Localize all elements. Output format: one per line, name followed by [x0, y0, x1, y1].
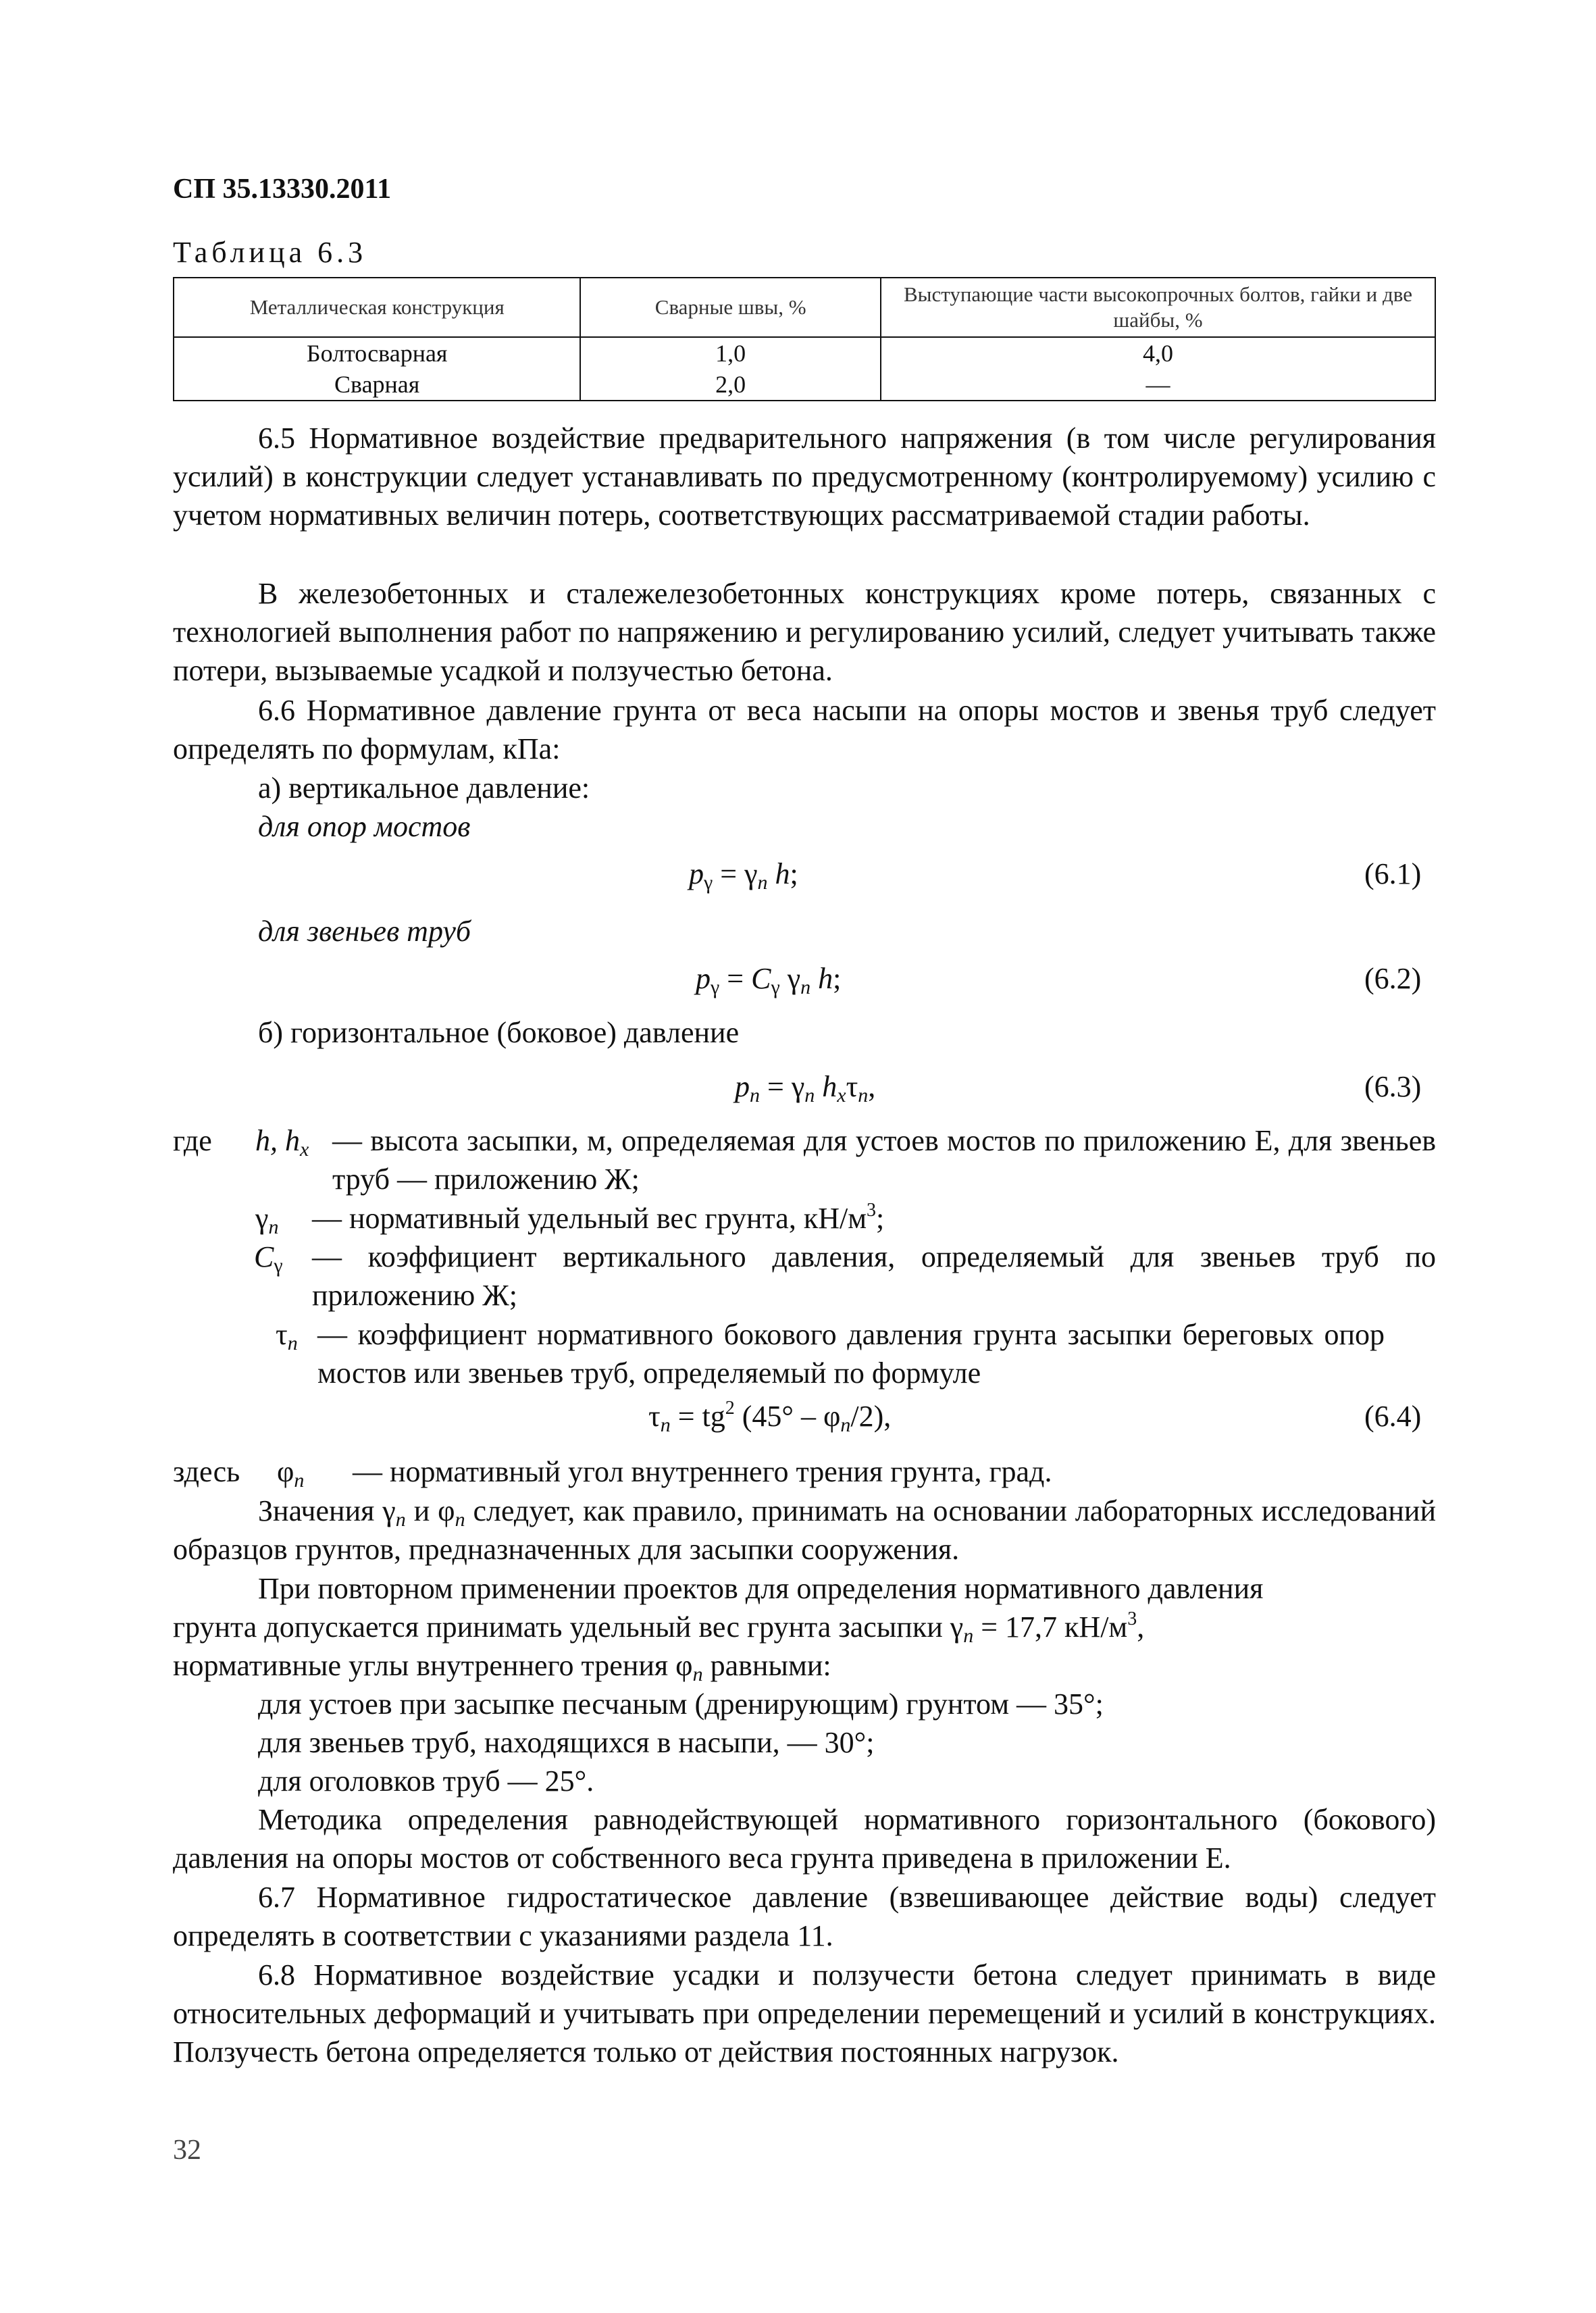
column-header: Выступающие части высокопрочных болтов, гайки и две шайбы, % — [881, 278, 1435, 337]
table-cell: Сварная — [174, 369, 580, 401]
formula-number: (6.1) — [1364, 857, 1422, 890]
page-number: 32 — [173, 2135, 201, 2166]
term-c: $C_\gamma$ — [254, 1240, 283, 1277]
document-code: СП 35.13330.2011 — [173, 174, 392, 205]
table-row — [174, 369, 1435, 401]
def-gamma: — нормативный удельный вес грунта, $кН/м^3$; — [312, 1200, 885, 1235]
term-h: h, $h_x$ — [255, 1124, 309, 1161]
table-header-row — [174, 278, 1435, 337]
formula-6-3: $p_n = \gamma_n$ $h_x\tau_n$, — [735, 1070, 876, 1107]
table-cell: — — [881, 369, 1435, 401]
for-bridges-label: для опор мостов — [258, 810, 471, 843]
table-cell: Болтосварная — [174, 337, 580, 369]
column-header: Сварные швы, % — [580, 278, 881, 337]
term-tau: $\tau_n$ — [276, 1318, 298, 1354]
for-pipes-label: для звеньев труб — [258, 915, 471, 948]
table-cell: 4,0 — [881, 337, 1435, 369]
horizontal-pressure-label: б) горизонтальное (боковое) давление — [258, 1016, 740, 1049]
formula-number: (6.2) — [1364, 962, 1422, 995]
paragraph-6-5: 6.5 Нормативное воздействие предварительного напряжения (в том числе регулирования усилий) в конструкции следует устанавливать по предусмотренному (контролируемому) усилию с учетом нормативных величин потерь, соответствующих рассматриваемой стадии работы. — [173, 422, 1436, 532]
formula-6-4: $\tau_n = tg^2$ $(45^\circ - \varphi_n/2)$, — [648, 1398, 892, 1436]
def-c: — коэффициент вертикального давления, определяемый для звеньев труб по приложению Ж; — [312, 1240, 1436, 1312]
def-h: — высота засыпки, м, определяемая для устоев мостов по приложению Е, для звеньев труб — приложению Ж; — [332, 1124, 1436, 1196]
table-row — [174, 337, 1435, 369]
paragraph-repeat-line-2: грунта допускается принимать удельный вес грунта засыпки $\gamma_n = 17,7$ $кН/м^3$, — [173, 1608, 1145, 1647]
paragraph-method: Методика определения равнодействующей нормативного горизонтального (бокового) давления на опоры мостов от собственного веса грунта приведена в приложении Е. — [173, 1803, 1436, 1875]
paragraph-values: Значения $\gamma_n$ и $\varphi_n$ следует, как правило, принимать на основании лабораторных исследований образцов грунтов, предназначенных для засыпки сооружения. — [173, 1494, 1437, 1566]
formula-number: (6.4) — [1364, 1400, 1422, 1433]
formula-6-1: $p_\gamma = \gamma_n$ h; — [689, 857, 798, 894]
symbol-phi: $\varphi_n$ — [277, 1455, 305, 1492]
list-item: для оголовков труб — 25°. — [258, 1764, 594, 1798]
def-phi: — нормативный угол внутреннего трения грунта, град. — [353, 1455, 1052, 1488]
paragraph-6-6: 6.6 Нормативное давление грунта от веса насыпи на опоры мостов и звенья труб следует определять по формулам, кПа: — [173, 694, 1436, 765]
paragraph-6-8: 6.8 Нормативное воздействие усадки и ползучести бетона следует принимать в виде относительных деформаций и учитывать при определении перемещений и усилий в конструкциях. Ползучесть бетона определяется только от действия постоянных нагрузок. — [173, 1958, 1436, 2068]
column-header: Металлическая конструкция — [174, 278, 580, 337]
paragraph-6-7: 6.7 Нормативное гидростатическое давление (взвешивающее действие воды) следует определять в соответствии с указаниями раздела 11. — [173, 1881, 1436, 1952]
here-label: здесь — [173, 1455, 240, 1488]
where-label: где — [173, 1124, 212, 1157]
vertical-pressure-label: а) вертикальное давление: — [258, 771, 590, 805]
table-cell: 2,0 — [580, 369, 881, 401]
table-cell: 1,0 — [580, 337, 881, 369]
term-gamma: $\gamma_n$ — [255, 1202, 279, 1238]
paragraph-repeat-line-1: При повторном применении проектов для определения нормативного давления — [258, 1572, 1264, 1605]
table-6-3 — [173, 277, 1436, 401]
table-caption: Таблица 6.3 — [173, 236, 367, 269]
def-tau: — коэффициент нормативного бокового давления грунта засыпки береговых опор мостов или звеньев труб, определяемый по формуле — [317, 1318, 1385, 1390]
formula-number: (6.3) — [1364, 1070, 1422, 1103]
paragraph-6-5-continued: В железобетонных и сталежелезобетонных конструкциях кроме потерь, связанных с технологией выполнения работ по напряжению и регулированию усилий, следует учитывать также потери, вызываемые усадкой и ползучестью бетона. — [173, 577, 1436, 687]
list-item: для устоев при засыпке песчаным (дренирующим) грунтом — 35°; — [258, 1687, 1104, 1721]
paragraph-repeat-line-3: нормативные углы внутреннего трения $\varphi_n$ равными: — [173, 1649, 831, 1685]
formula-6-2: $p_\gamma = C_\gamma$ $\gamma_n$ h; — [696, 962, 842, 998]
list-item: для звеньев труб, находящихся в насыпи, — 30°; — [258, 1726, 875, 1759]
